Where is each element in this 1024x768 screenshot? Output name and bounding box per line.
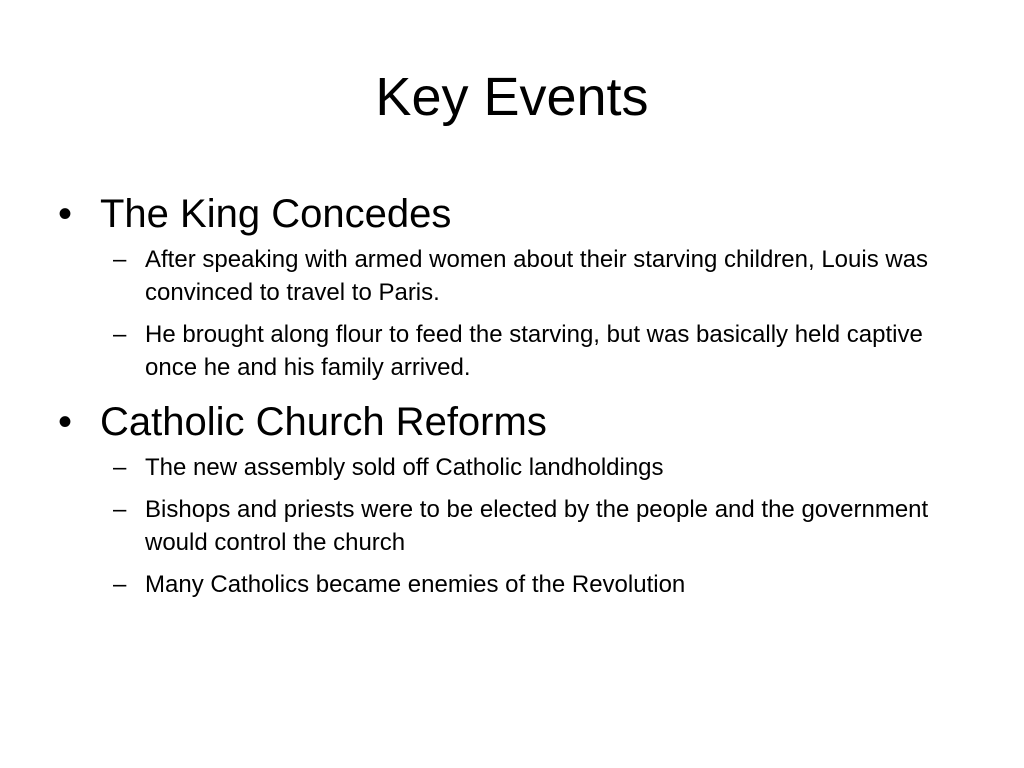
bullet-heading-text: The King Concedes — [100, 192, 452, 236]
sub-bullet-text: Bishops and priests were to be elected by the people and the government would control the church — [145, 496, 929, 556]
dash-marker: – — [113, 321, 127, 348]
bullet-heading-text: Catholic Church Reforms — [100, 400, 547, 444]
sub-bullet-item — [58, 451, 958, 484]
sub-bullet-text: He brought along flour to feed the starving, but was basically held captive once he and his family arrived. — [145, 321, 923, 381]
slide-title: Key Events — [375, 67, 649, 127]
dash-marker: – — [113, 571, 127, 598]
bullet-marker: • — [58, 400, 73, 444]
dash-marker: – — [113, 454, 127, 481]
section-catholic-church-reforms — [58, 393, 958, 601]
bullet-heading — [58, 393, 958, 451]
section-king-concedes — [58, 185, 958, 384]
sub-bullet-text: After speaking with armed women about their starving children, Louis was convinced to travel to Paris. — [145, 246, 929, 306]
sub-bullet-item — [58, 243, 958, 309]
sub-bullet-item — [58, 318, 958, 384]
sub-bullet-list — [58, 451, 958, 601]
sub-bullet-item — [58, 493, 958, 559]
sub-bullet-list — [58, 243, 958, 384]
sub-bullet-text: The new assembly sold off Catholic landholdings — [145, 454, 664, 481]
bullet-marker: • — [58, 192, 73, 236]
sub-bullet-item — [58, 568, 958, 601]
dash-marker: – — [113, 496, 127, 523]
dash-marker: – — [113, 246, 127, 273]
bullet-heading — [58, 185, 958, 243]
slide-content — [58, 185, 958, 610]
sub-bullet-text: Many Catholics became enemies of the Revolution — [145, 571, 686, 598]
